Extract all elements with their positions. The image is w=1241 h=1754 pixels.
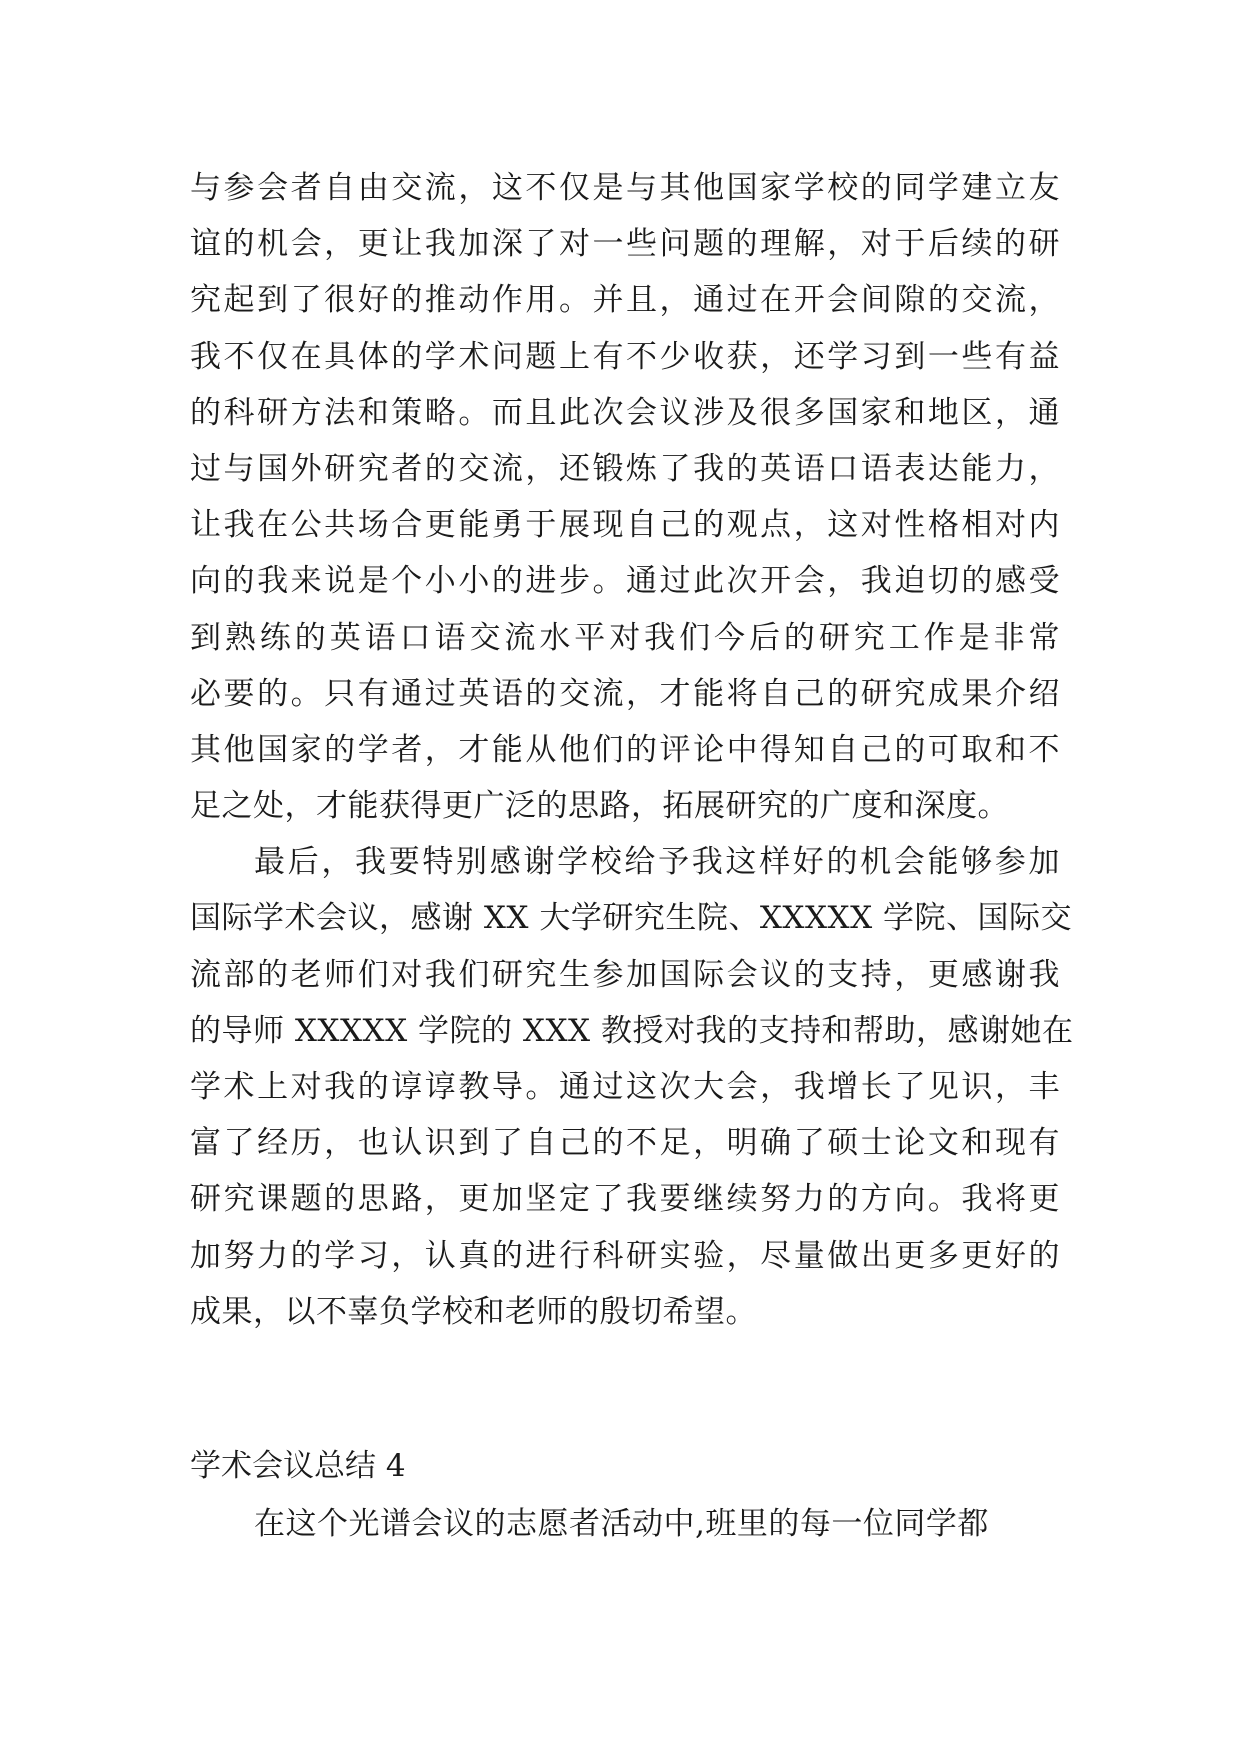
text-line: 过与国外研究者的交流，还锻炼了我的英语口语表达能力，	[190, 450, 1060, 487]
text-line: 向的我来说是个小小的进步。通过此次开会，我迫切的感受	[190, 563, 1060, 600]
text-line: 必要的。只有通过英语的交流，才能将自己的研究成果介绍	[190, 675, 1060, 712]
body-text	[190, 160, 1074, 1340]
text-line: 在这个光谱会议的志愿者活动中,班里的每一位同学都	[254, 1506, 989, 1542]
text-line: 到熟练的英语口语交流水平对我们今后的研究工作是非常	[190, 619, 1060, 656]
paragraph-2	[190, 834, 1074, 1340]
text-line: 加努力的学习，认真的进行科研实验，尽量做出更多更好的	[190, 1237, 1060, 1274]
text-line: 的科研方法和策略。而且此次会议涉及很多国家和地区，通	[190, 394, 1060, 431]
text-line: 最后，我要特别感谢学校给予我这样好的机会能够参加	[254, 844, 1060, 881]
text-line: 足之处，才能获得更广泛的思路，拓展研究的广度和深度。	[190, 788, 1009, 825]
section-heading: 学术会议总结 4	[190, 1448, 406, 1484]
text-line: 让我在公共场合更能勇于展现自己的观点，这对性格相对内	[190, 507, 1060, 544]
text-line: 学术上对我的谆谆教导。通过这次大会，我增长了见识，丰	[190, 1069, 1060, 1105]
text-line: 谊的机会，更让我加深了对一些问题的理解，对于后续的研	[190, 226, 1060, 263]
text-line: 成果，以不辜负学校和老师的殷切希望。	[190, 1293, 757, 1330]
text-line: 与参会者自由交流，这不仅是与其他国家学校的同学建立友	[190, 170, 1060, 206]
text-line: 流部的老师们对我们研究生参加国际会议的支持，更感谢我	[190, 956, 1060, 993]
text-line: 我不仅在具体的学术问题上有不少收获，还学习到一些有益	[190, 338, 1060, 375]
text-line: 究起到了很好的推动作用。并且，通过在开会间隙的交流，	[190, 282, 1060, 319]
text-line: 研究课题的思路，更加坚定了我要继续努力的方向。我将更	[190, 1181, 1060, 1218]
text-line: 的导师 XXXXX 学院的 XXX 教授对我的支持和帮助，感谢她在	[190, 1012, 1074, 1049]
text-line: 其他国家的学者，才能从他们的评论中得知自己的可取和不	[190, 731, 1060, 768]
text-line: 富了经历，也认识到了自己的不足，明确了硕士论文和现有	[190, 1125, 1060, 1162]
text-line: 国际学术会议，感谢 XX 大学研究生院、XXXXX 学院、国际交	[190, 900, 1073, 937]
paragraph-1	[190, 160, 1060, 834]
paragraph-3	[190, 1496, 1060, 1552]
